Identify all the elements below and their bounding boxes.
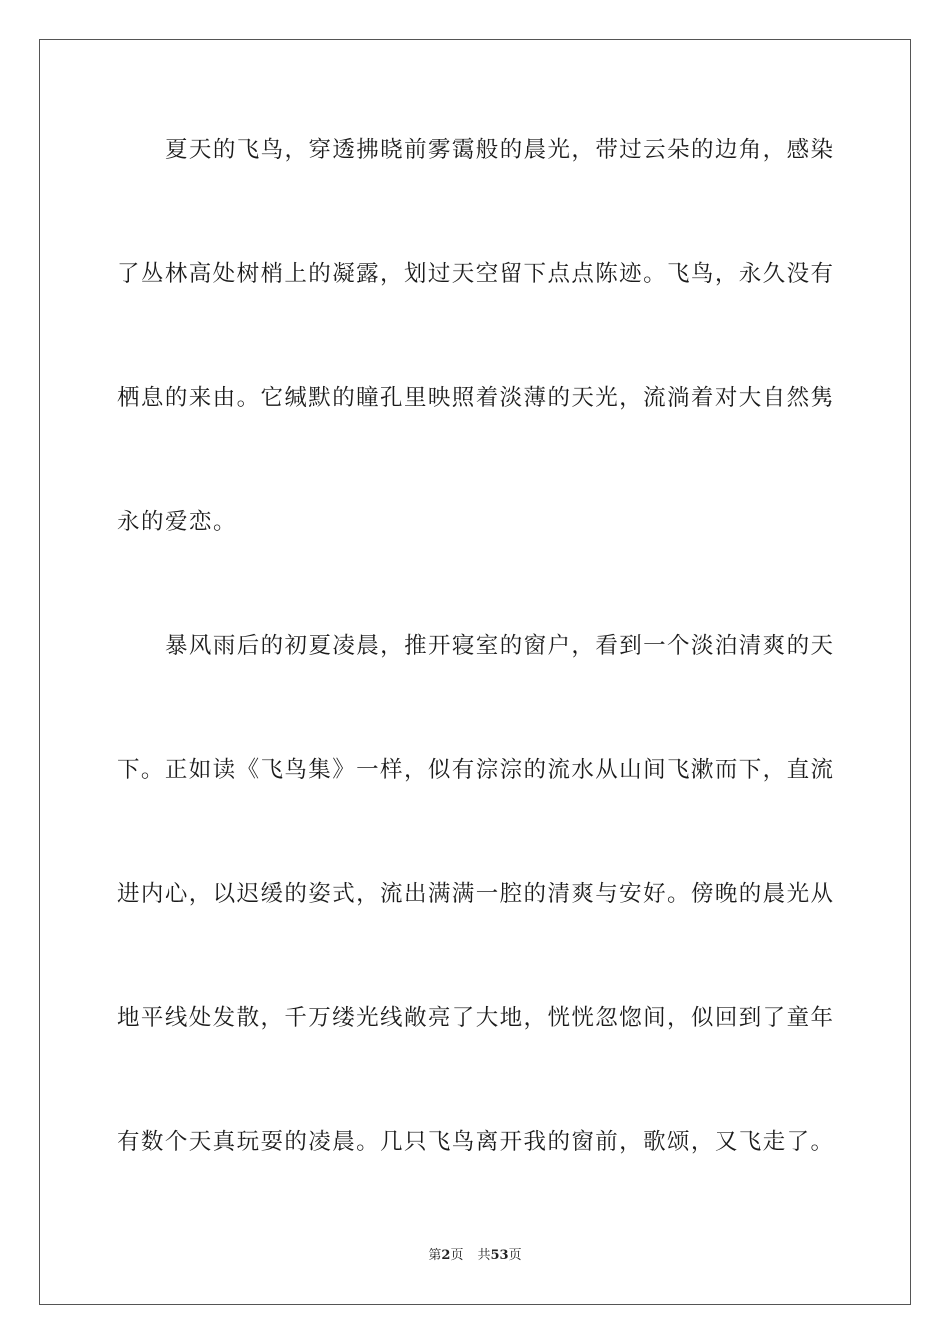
page-border bbox=[39, 39, 911, 1305]
paragraph-2-line-4: 地平线处发散，千万缕光线敞亮了大地，恍恍忽惚间，似回到了童年 bbox=[117, 1005, 833, 1031]
paragraph-1-line-3: 栖息的来由。它缄默的瞳孔里映照着淡薄的天光，流淌着对大自然隽 bbox=[117, 385, 833, 411]
page-footer bbox=[0, 1247, 950, 1265]
page-suffix: 页 bbox=[450, 1248, 464, 1263]
paragraph-2-line-2: 下。正如读《飞鸟集》一样，似有淙淙的流水从山间飞漱而下，直流 bbox=[117, 757, 833, 783]
paragraph-1-line-1: 夏天的飞鸟，穿透拂晓前雾霭般的晨光，带过云朵的边角，感染 bbox=[165, 137, 833, 163]
page-prefix: 第 bbox=[428, 1248, 442, 1263]
paragraph-2-line-1: 暴风雨后的初夏凌晨，推开寝室的窗户，看到一个淡泊清爽的天 bbox=[165, 633, 833, 659]
total-suffix: 页 bbox=[508, 1248, 522, 1263]
paragraph-2-line-5: 有数个天真玩耍的凌晨。几只飞鸟离开我的窗前，歌颂，又飞走了。 bbox=[117, 1129, 833, 1155]
page-number: 2 bbox=[441, 1248, 451, 1263]
paragraph-1-line-2: 了丛林高处树梢上的凝露，划过天空留下点点陈迹。飞鸟，永久没有 bbox=[117, 261, 833, 287]
total-prefix: 共 bbox=[477, 1248, 491, 1263]
paragraph-2-line-3: 进内心，以迟缓的姿式，流出满满一腔的清爽与安好。傍晚的晨光从 bbox=[117, 881, 833, 907]
total-pages: 53 bbox=[490, 1248, 509, 1263]
paragraph-1-line-4: 永的爱恋。 bbox=[117, 509, 238, 535]
